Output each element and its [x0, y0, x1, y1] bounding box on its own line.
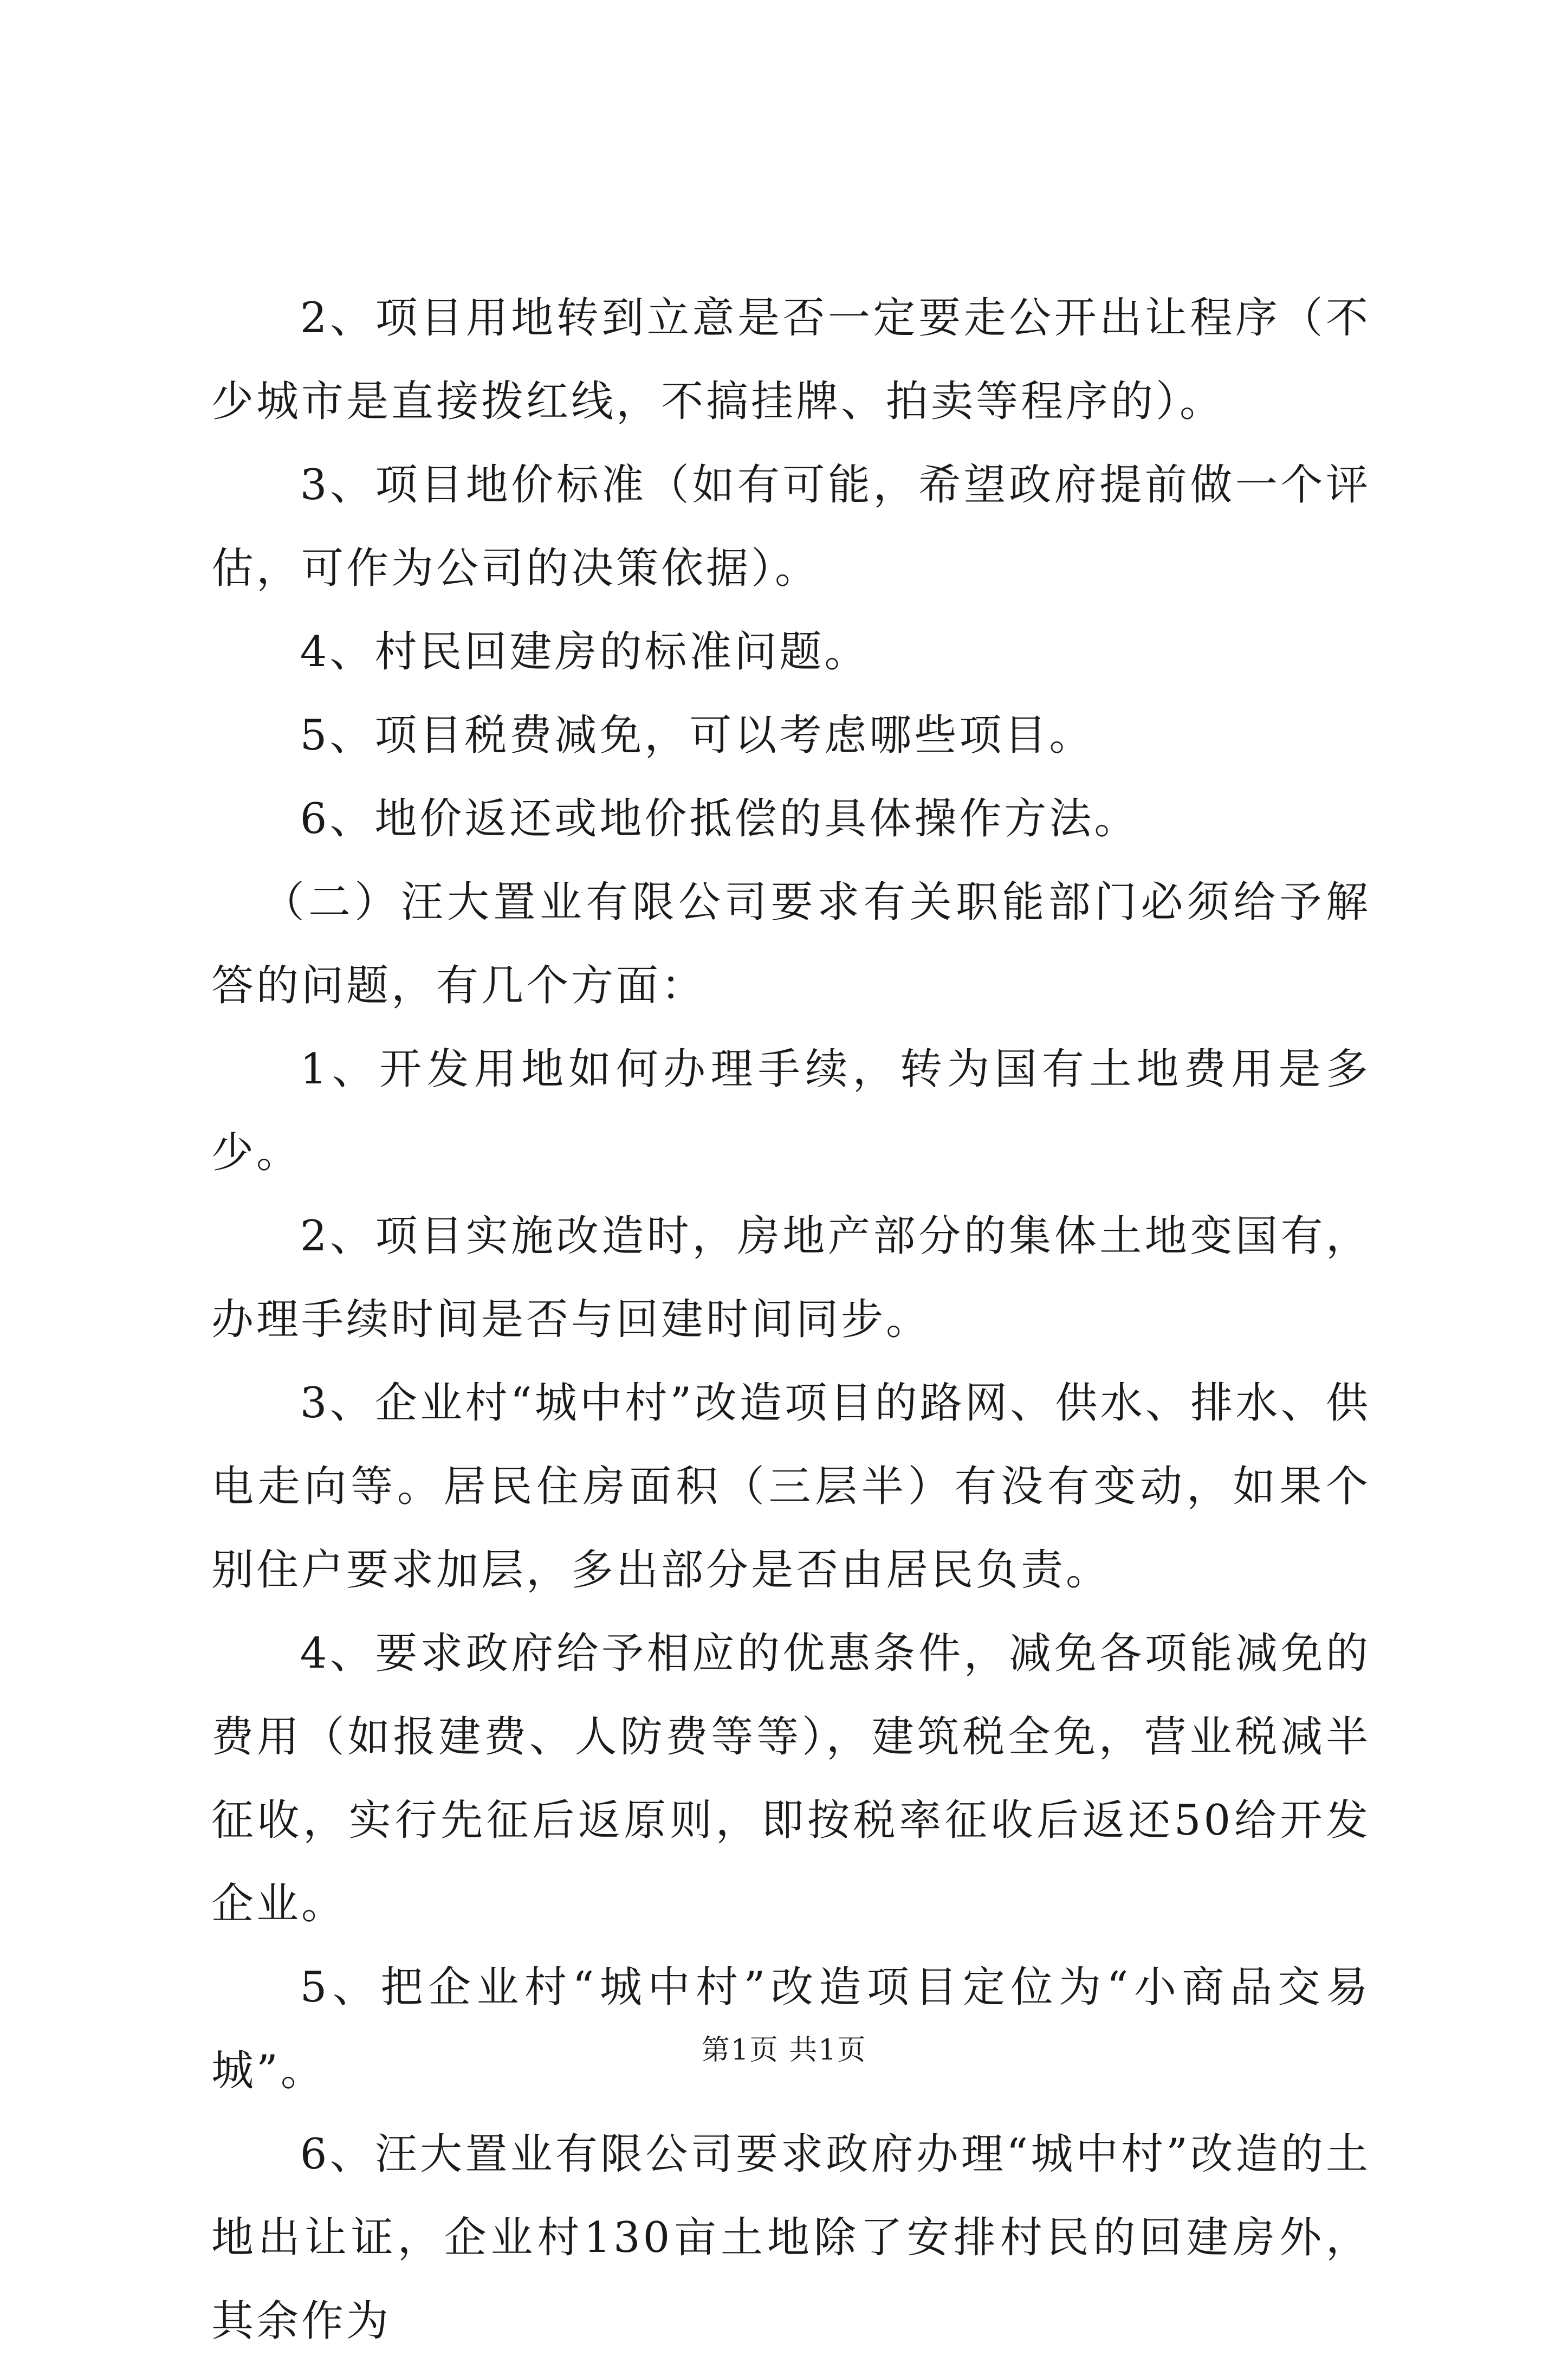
section-heading-2: （二）汪大置业有限公司要求有关职能部门必须给予解答的问题，有几个方面： [211, 878, 1371, 1010]
paragraph-item-4-rebuild-standard: 4、村民回建房的标准问题。 [300, 628, 870, 676]
paragraph-q1-procedures: 1、开发用地如何办理手续，转为国有土地费用是多少。 [211, 1045, 1371, 1177]
paragraph-q2-timing: 2、项目实施改造时，房地产部分的集体土地变国有，办理手续时间是否与回建时间同步。 [211, 1212, 1371, 1344]
paragraph-q5-positioning: 5、把企业村“城中村”改造项目定位为“小商品交易城”。 [211, 1963, 1371, 2095]
paragraph-q4-preferential: 4、要求政府给予相应的优惠条件，减免各项能减免的费用（如报建费、人防费等等），建筑税全免，营业税减半征收，实行先征后返原则，即按税率征收后返还50给开发企业。 [211, 1629, 1371, 1928]
paragraph-q6-land-certificate: 6、汪大置业有限公司要求政府办理“城中村”改造的土地出让证，企业村130亩土地除了安排村民的回建房外，其余作为 [211, 2130, 1371, 2346]
page-footer: 第1页 共1页 [701, 2034, 867, 2067]
paragraph-item-2-land-transfer: 2、项目用地转到立意是否一定要走公开出让程序（不少城市是直接拨红线，不搞挂牌、拍卖等程序的）。 [211, 294, 1371, 426]
paragraph-item-6-land-price-refund: 6、地价返还或地价抵偿的具体操作方法。 [300, 795, 1139, 843]
paragraph-q3-infrastructure: 3、企业村“城中村”改造项目的路网、供水、排水、供电走向等。居民住房面积（三层半）有没有变动，如果个别住户要求加层，多出部分是否由居民负责。 [211, 1379, 1371, 1594]
paragraph-item-5-tax-relief: 5、项目税费减免，可以考虑哪些项目。 [300, 711, 1094, 760]
paragraph-item-3-land-price: 3、项目地价标准（如有可能，希望政府提前做一个评估，可作为公司的决策依据）。 [211, 461, 1371, 593]
